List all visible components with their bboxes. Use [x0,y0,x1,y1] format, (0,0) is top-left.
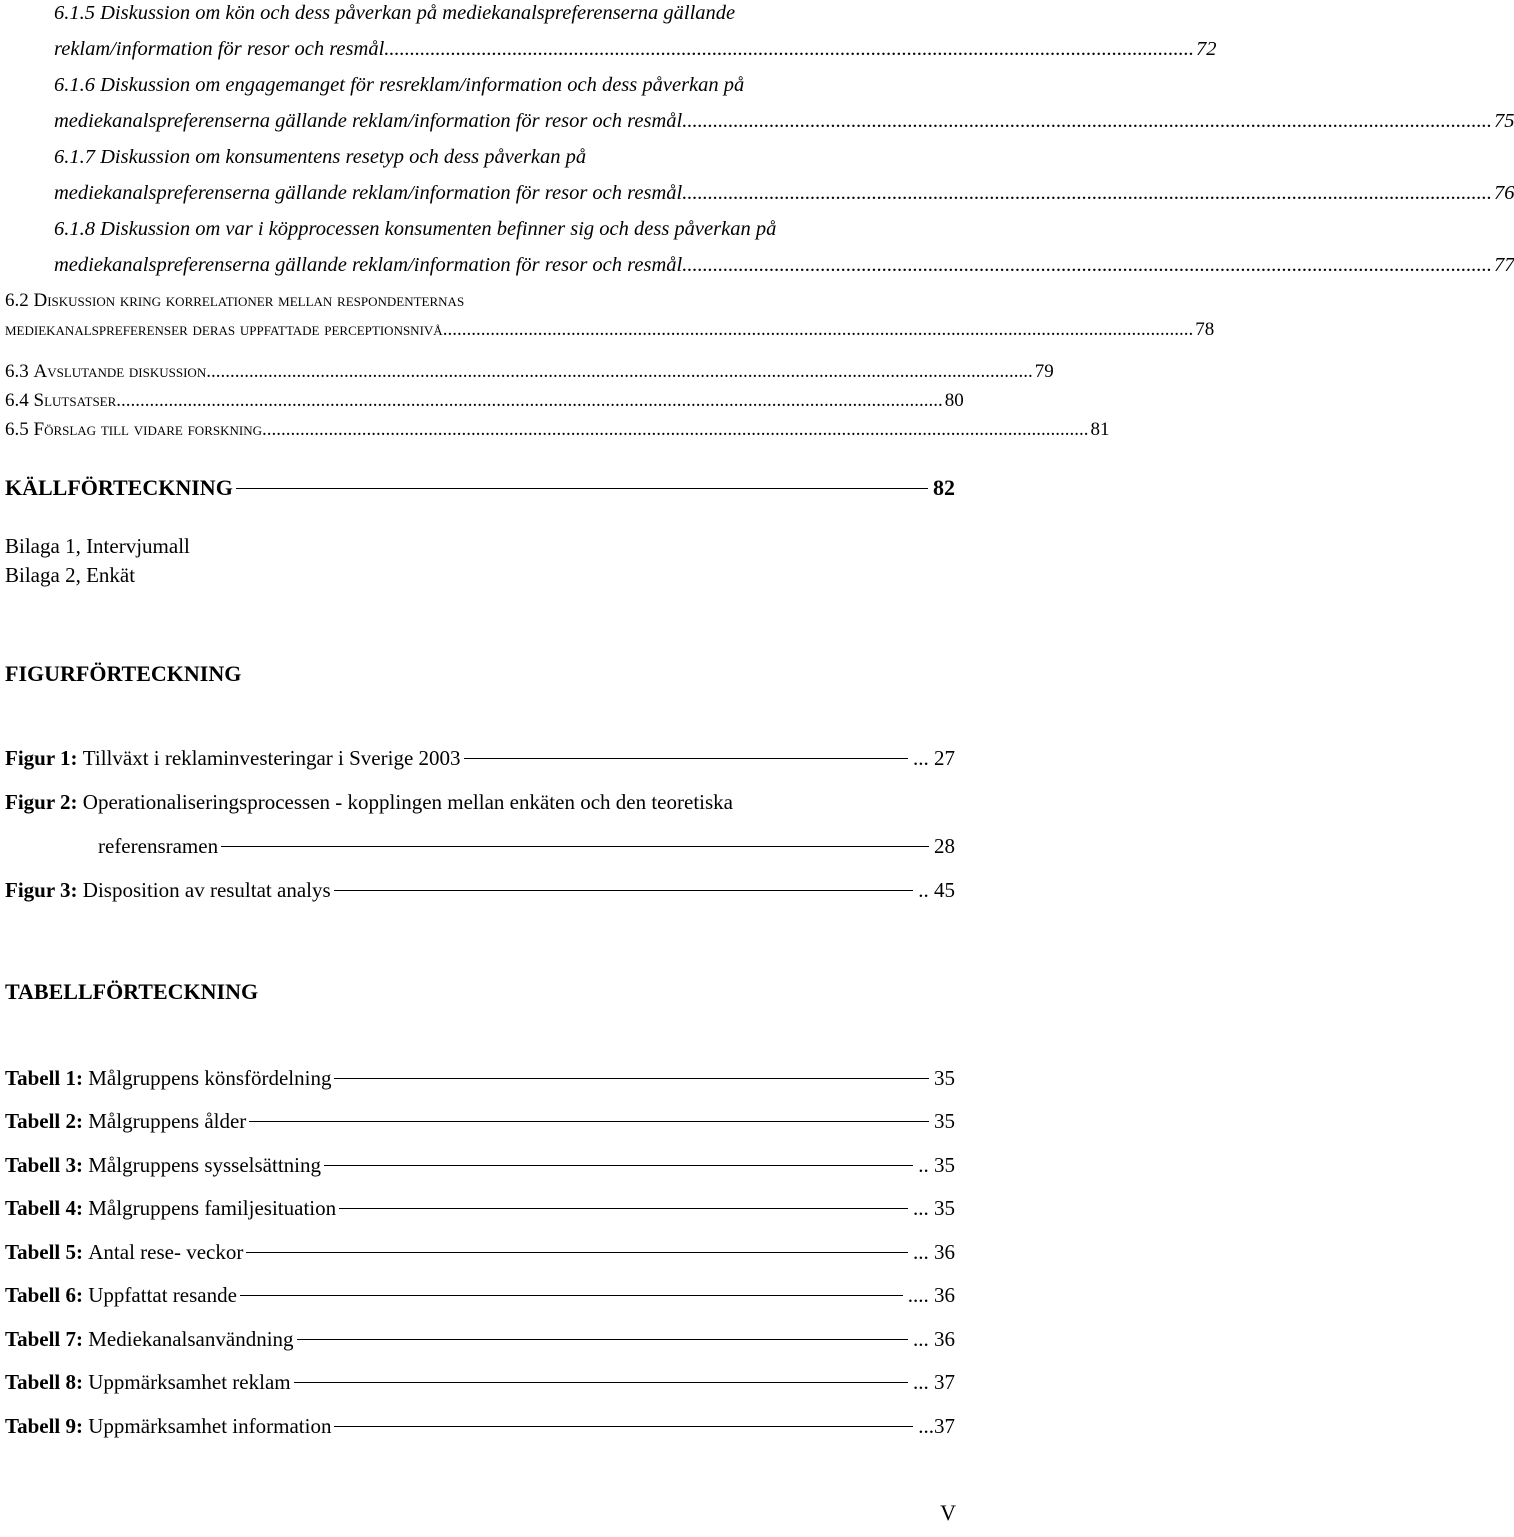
table-page: ... 37 [913,1370,955,1394]
table-entry-6[interactable] [5,1283,955,1308]
table-entry-1[interactable] [5,1066,955,1091]
toc-entry-number: 6.1.8 [54,218,95,240]
table-label: Tabell 6: [5,1283,83,1307]
toc-entry-title: Förslag till vidare forskning [33,419,262,440]
leader-dots: .............................................................................................................................................................................. [116,390,943,411]
table-label: Tabell 3: [5,1153,83,1177]
toc-entry-6-3[interactable] [5,357,1054,386]
figure-page: .. 45 [918,878,955,902]
leader-line [236,488,928,489]
figure-entry-2[interactable] [5,790,955,815]
toc-entry-number: 6.5 [5,419,29,440]
figur-heading: FIGURFÖRTECKNING [5,661,242,686]
table-label: Tabell 8: [5,1370,83,1394]
table-label: Tabell 9: [5,1414,83,1438]
leader-dots: .............................................................................................................................................................................. [261,419,1089,440]
table-page: .. 35 [918,1153,955,1177]
toc-entry-page: 80 [944,390,964,411]
toc-entry-6-1-6[interactable] [54,67,1514,139]
leader-line [249,1121,929,1122]
toc-entry-title: Diskussion om engagemanget för resreklam/information och dess påverkan på [100,74,745,96]
figure-label: Figur 2: [5,790,78,814]
table-entry-9[interactable] [5,1414,955,1439]
toc-entry-title-cont: mediekanalspreferenserna gällande reklam/information för resor och resmål [54,254,683,276]
toc-entry-number: 6.4 [5,390,29,411]
table-label: Tabell 4: [5,1196,83,1220]
toc-entry-title: Avslutande diskussion [33,361,207,382]
leader-dots: .............................................................................................................................................................................. [206,361,1033,382]
toc-entry-number: 6.1.5 [54,2,95,24]
leader-line [339,1208,908,1209]
toc-entry-number: 6.2 [5,290,29,311]
toc-entry-6-2[interactable] [5,286,1215,344]
table-title: Uppmärksamhet reklam [88,1370,291,1394]
leader-dots: .............................................................................................................................................................. [442,319,1194,340]
table-label: Tabell 7: [5,1327,83,1351]
toc-entry-page: 78 [1195,319,1215,340]
table-page: ...37 [918,1414,955,1438]
table-title: Målgruppens ålder [88,1109,247,1133]
toc-entry-kallforteckning[interactable] [5,475,955,501]
table-title: Målgruppens könsfördelning [88,1066,332,1090]
toc-entry-title: Diskussion om var i köpprocessen konsumenten befinner sig och dess påverkan på [100,218,777,240]
toc-entry-number: 6.1.7 [54,146,95,168]
toc-entry-page: 82 [933,475,955,500]
leader-line [221,846,929,847]
table-page: 35 [934,1109,955,1133]
toc-entry-page: 76 [1493,182,1514,204]
toc-entry-page: 79 [1034,361,1054,382]
toc-entry-title-cont: reklam/information för resor och resmål [54,38,385,60]
toc-entry-title: Diskussion om konsumentens resetyp och dess påverkan på [100,146,587,168]
toc-entry-title: Diskussion om kön och dess påverkan på mediekanalspreferenserna gällande [100,2,736,24]
toc-entry-title: KÄLLFÖRTECKNING [5,475,233,500]
table-label: Tabell 1: [5,1066,83,1090]
leader-line [324,1165,913,1166]
table-page: 35 [934,1066,955,1090]
leader-dots: .............................................................................................................................................................. [682,254,1492,276]
toc-entry-title-cont: mediekanalspreferenser deras uppfattade perceptionsnivå [5,319,443,340]
figure-title: Disposition av resultat analys [82,878,331,902]
table-title: Uppfattat resande [88,1283,237,1307]
figure-title: Tillväxt i reklaminvesteringar i Sverige 2003 [82,746,461,770]
toc-entry-page: 81 [1090,419,1110,440]
leader-line [297,1339,908,1340]
table-title: Uppmärksamhet information [88,1414,332,1438]
table-label: Tabell 2: [5,1109,83,1133]
leader-line [334,1078,929,1079]
toc-entry-page: 72 [1196,38,1217,60]
table-entry-7[interactable] [5,1327,955,1352]
table-title: Antal rese- veckor [88,1240,244,1264]
figure-title: Operationaliseringsprocessen - kopplingen mellan enkäten och den teoretiska [82,790,733,814]
toc-entry-page: 77 [1493,254,1514,276]
bilaga-1[interactable]: Bilaga 1, Intervjumall [5,534,190,558]
leader-dots: .............................................................................................................................................................. [682,182,1492,204]
table-entry-3[interactable] [5,1153,955,1178]
table-entry-5[interactable] [5,1240,955,1265]
toc-entry-title: Slutsatser [33,390,117,411]
toc-entry-number: 6.3 [5,361,29,382]
toc-entry-title: Diskussion kring korrelationer mellan respondenternas [33,290,465,311]
figure-entry-1[interactable] [5,746,955,771]
table-label: Tabell 5: [5,1240,83,1264]
toc-entry-6-1-8[interactable] [54,211,1514,283]
table-page: ... 36 [913,1240,955,1264]
table-title: Mediekanalsanvändning [88,1327,294,1351]
table-title: Målgruppens sysselsättning [88,1153,321,1177]
leader-dots: .............................................................................................................................................................. [384,38,1195,60]
toc-entry-6-4[interactable] [5,386,964,415]
leader-dots: .............................................................................................................................................................. [682,110,1492,132]
table-page: ... 36 [913,1327,955,1351]
table-entry-4[interactable] [5,1196,955,1221]
toc-entry-6-1-7[interactable] [54,139,1514,211]
toc-entry-page: 75 [1493,110,1514,132]
table-page: ... 35 [913,1196,955,1220]
figure-entry-3[interactable] [5,878,955,903]
figure-page: 28 [934,834,955,858]
figure-label: Figur 1: [5,746,78,770]
table-entry-2[interactable] [5,1109,955,1134]
toc-entry-title-cont: mediekanalspreferenserna gällande reklam/information för resor och resmål [54,110,683,132]
leader-line [334,890,914,891]
table-entry-8[interactable] [5,1370,955,1395]
bilaga-2[interactable]: Bilaga 2, Enkät [5,563,136,587]
toc-entry-title-cont: mediekanalspreferenserna gällande reklam/information för resor och resmål [54,182,683,204]
figure-entry-2-cont[interactable] [98,834,955,859]
tabell-heading: TABELLFÖRTECKNING [5,979,259,1004]
figure-label: Figur 3: [5,878,78,902]
figure-title-cont: referensramen [98,834,219,858]
figure-page: ... 27 [913,746,955,770]
table-page: .... 36 [907,1283,955,1307]
leader-line [464,758,908,759]
toc-entry-6-5[interactable] [5,415,1110,444]
toc-entry-6-1-5[interactable] [54,0,1217,67]
table-title: Målgruppens familjesituation [88,1196,337,1220]
page-number: V [940,1500,956,1525]
leader-line [240,1295,903,1296]
leader-line [334,1426,913,1427]
toc-entry-number: 6.1.6 [54,74,95,96]
leader-line [294,1382,908,1383]
leader-line [246,1252,908,1253]
